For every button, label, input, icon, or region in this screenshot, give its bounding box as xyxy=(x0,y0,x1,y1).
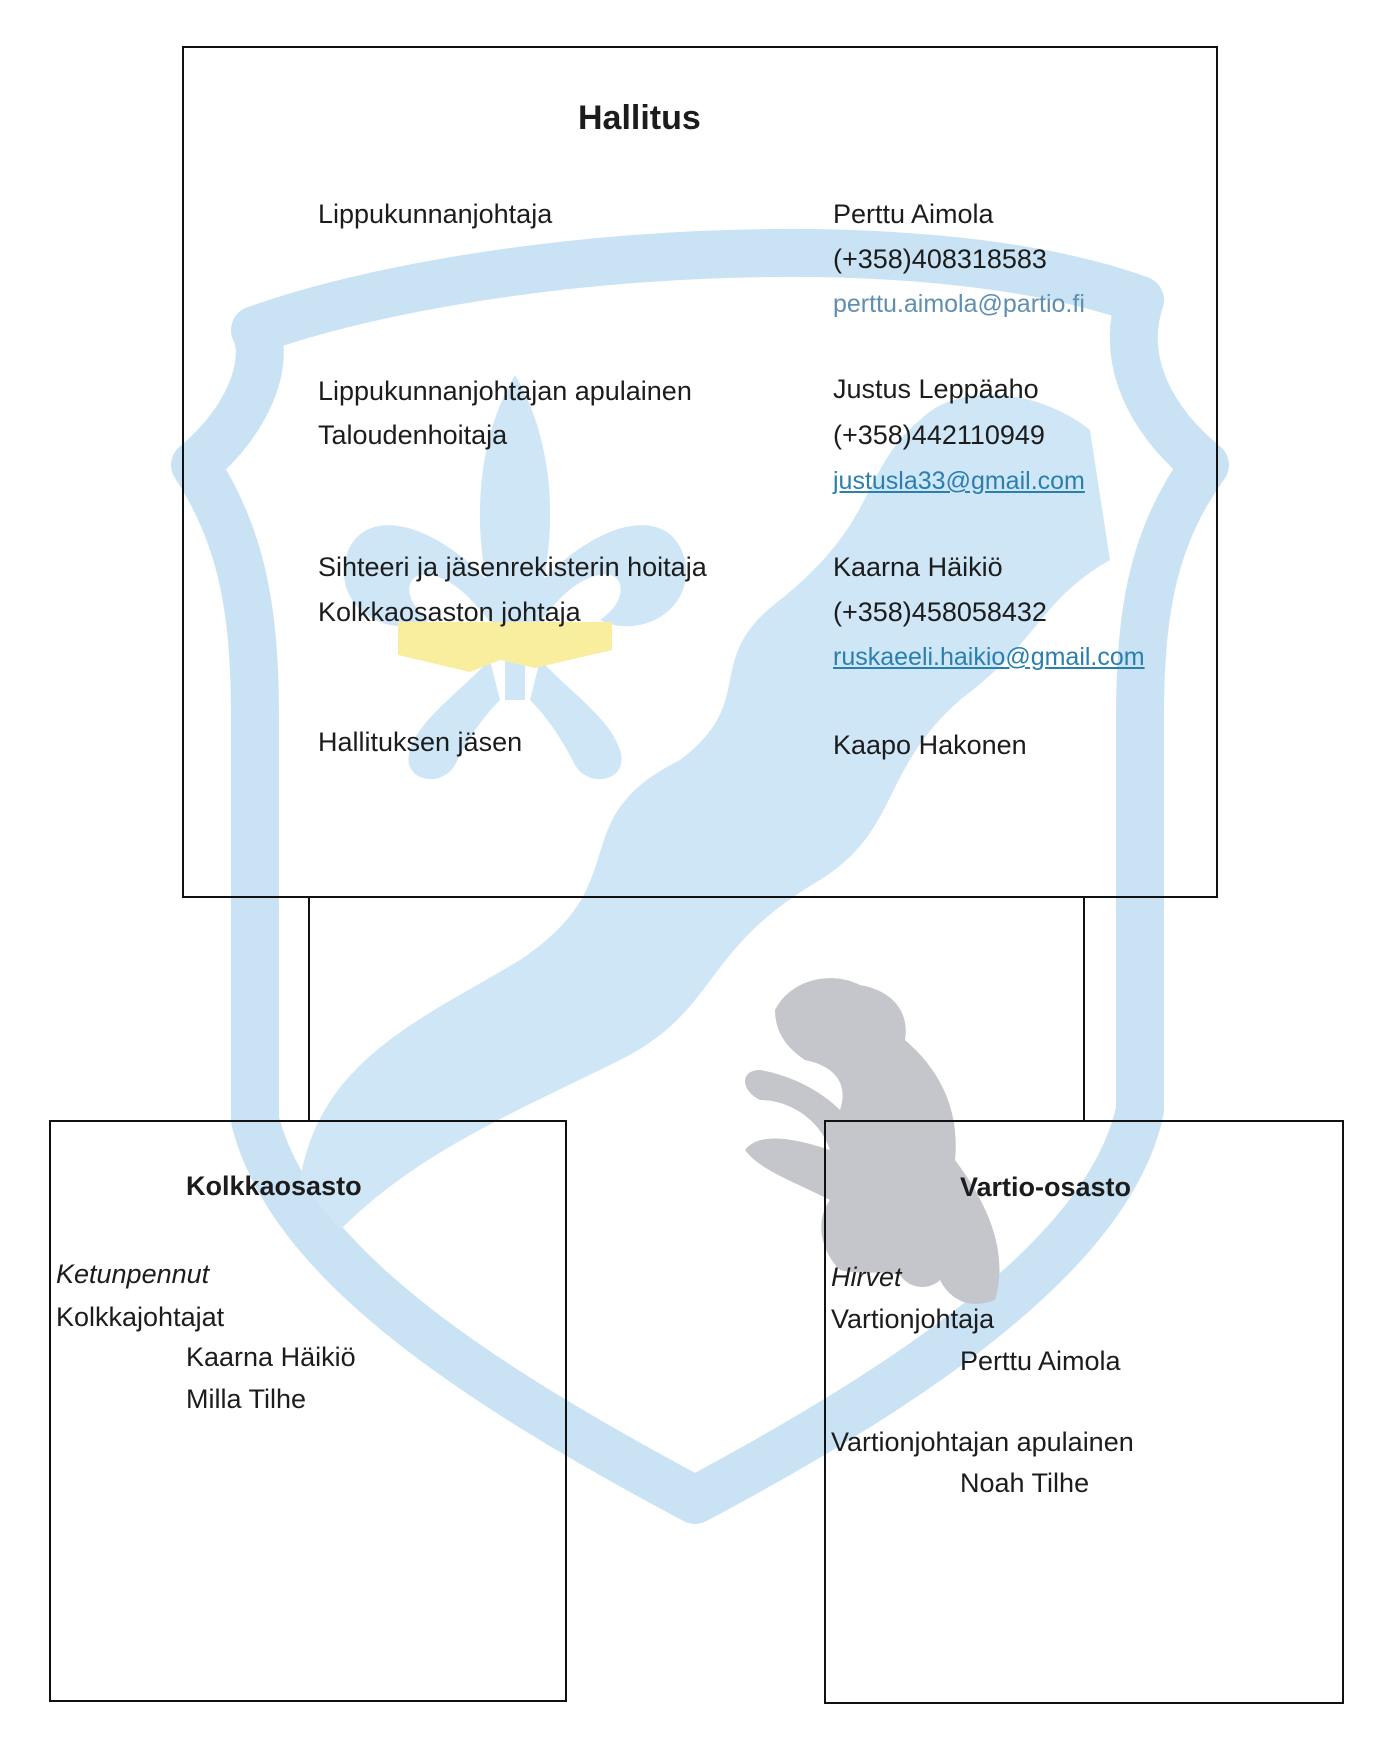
member-name: Kaapo Hakonen xyxy=(833,730,1027,760)
member-name: Perttu Aimola xyxy=(833,199,994,229)
cubs-group-name: Ketunpennut xyxy=(56,1259,210,1289)
role-title: Taloudenhoitaja xyxy=(318,420,508,450)
scouts-assistant-name: Noah Tilhe xyxy=(960,1468,1090,1498)
cubs-leader-name: Milla Tilhe xyxy=(186,1384,307,1414)
member-phone: (+358)458058432 xyxy=(833,597,1047,627)
cubs-section-title: Kolkkaosasto xyxy=(186,1171,362,1201)
role-title: Lippukunnanjohtaja xyxy=(318,199,553,229)
connector-left xyxy=(308,896,310,1122)
member-email-link[interactable]: ruskaeeli.haikio@gmail.com xyxy=(833,643,1145,671)
cubs-leader-name: Kaarna Häikiö xyxy=(186,1342,356,1372)
cubs-leaders-label: Kolkkajohtajat xyxy=(56,1302,225,1332)
board-title: Hallitus xyxy=(578,99,701,137)
scouts-section-box xyxy=(824,1120,1344,1704)
member-name: Kaarna Häikiö xyxy=(833,552,1003,582)
member-email[interactable]: perttu.aimola@partio.fi xyxy=(833,290,1085,318)
role-title: Hallituksen jäsen xyxy=(318,727,523,757)
member-name: Justus Leppäaho xyxy=(833,374,1039,404)
role-title: Sihteeri ja jäsenrekisterin hoitaja xyxy=(318,552,707,582)
scouts-group-name: Hirvet xyxy=(831,1262,902,1292)
member-phone: (+358)442110949 xyxy=(833,420,1045,450)
role-title: Lippukunnanjohtajan apulainen xyxy=(318,376,692,406)
scouts-leader-label: Vartionjohtaja xyxy=(831,1304,995,1334)
role-title: Kolkkaosaston johtaja xyxy=(318,597,581,627)
scouts-assistant-label: Vartionjohtajan apulainen xyxy=(831,1427,1134,1457)
cubs-section-box xyxy=(49,1120,567,1702)
scouts-leader-name: Perttu Aimola xyxy=(960,1346,1121,1376)
member-email-link[interactable]: justusla33@gmail.com xyxy=(833,467,1085,495)
connector-right xyxy=(1083,896,1085,1122)
scouts-section-title: Vartio-osasto xyxy=(960,1172,1132,1202)
member-phone: (+358)408318583 xyxy=(833,244,1047,274)
